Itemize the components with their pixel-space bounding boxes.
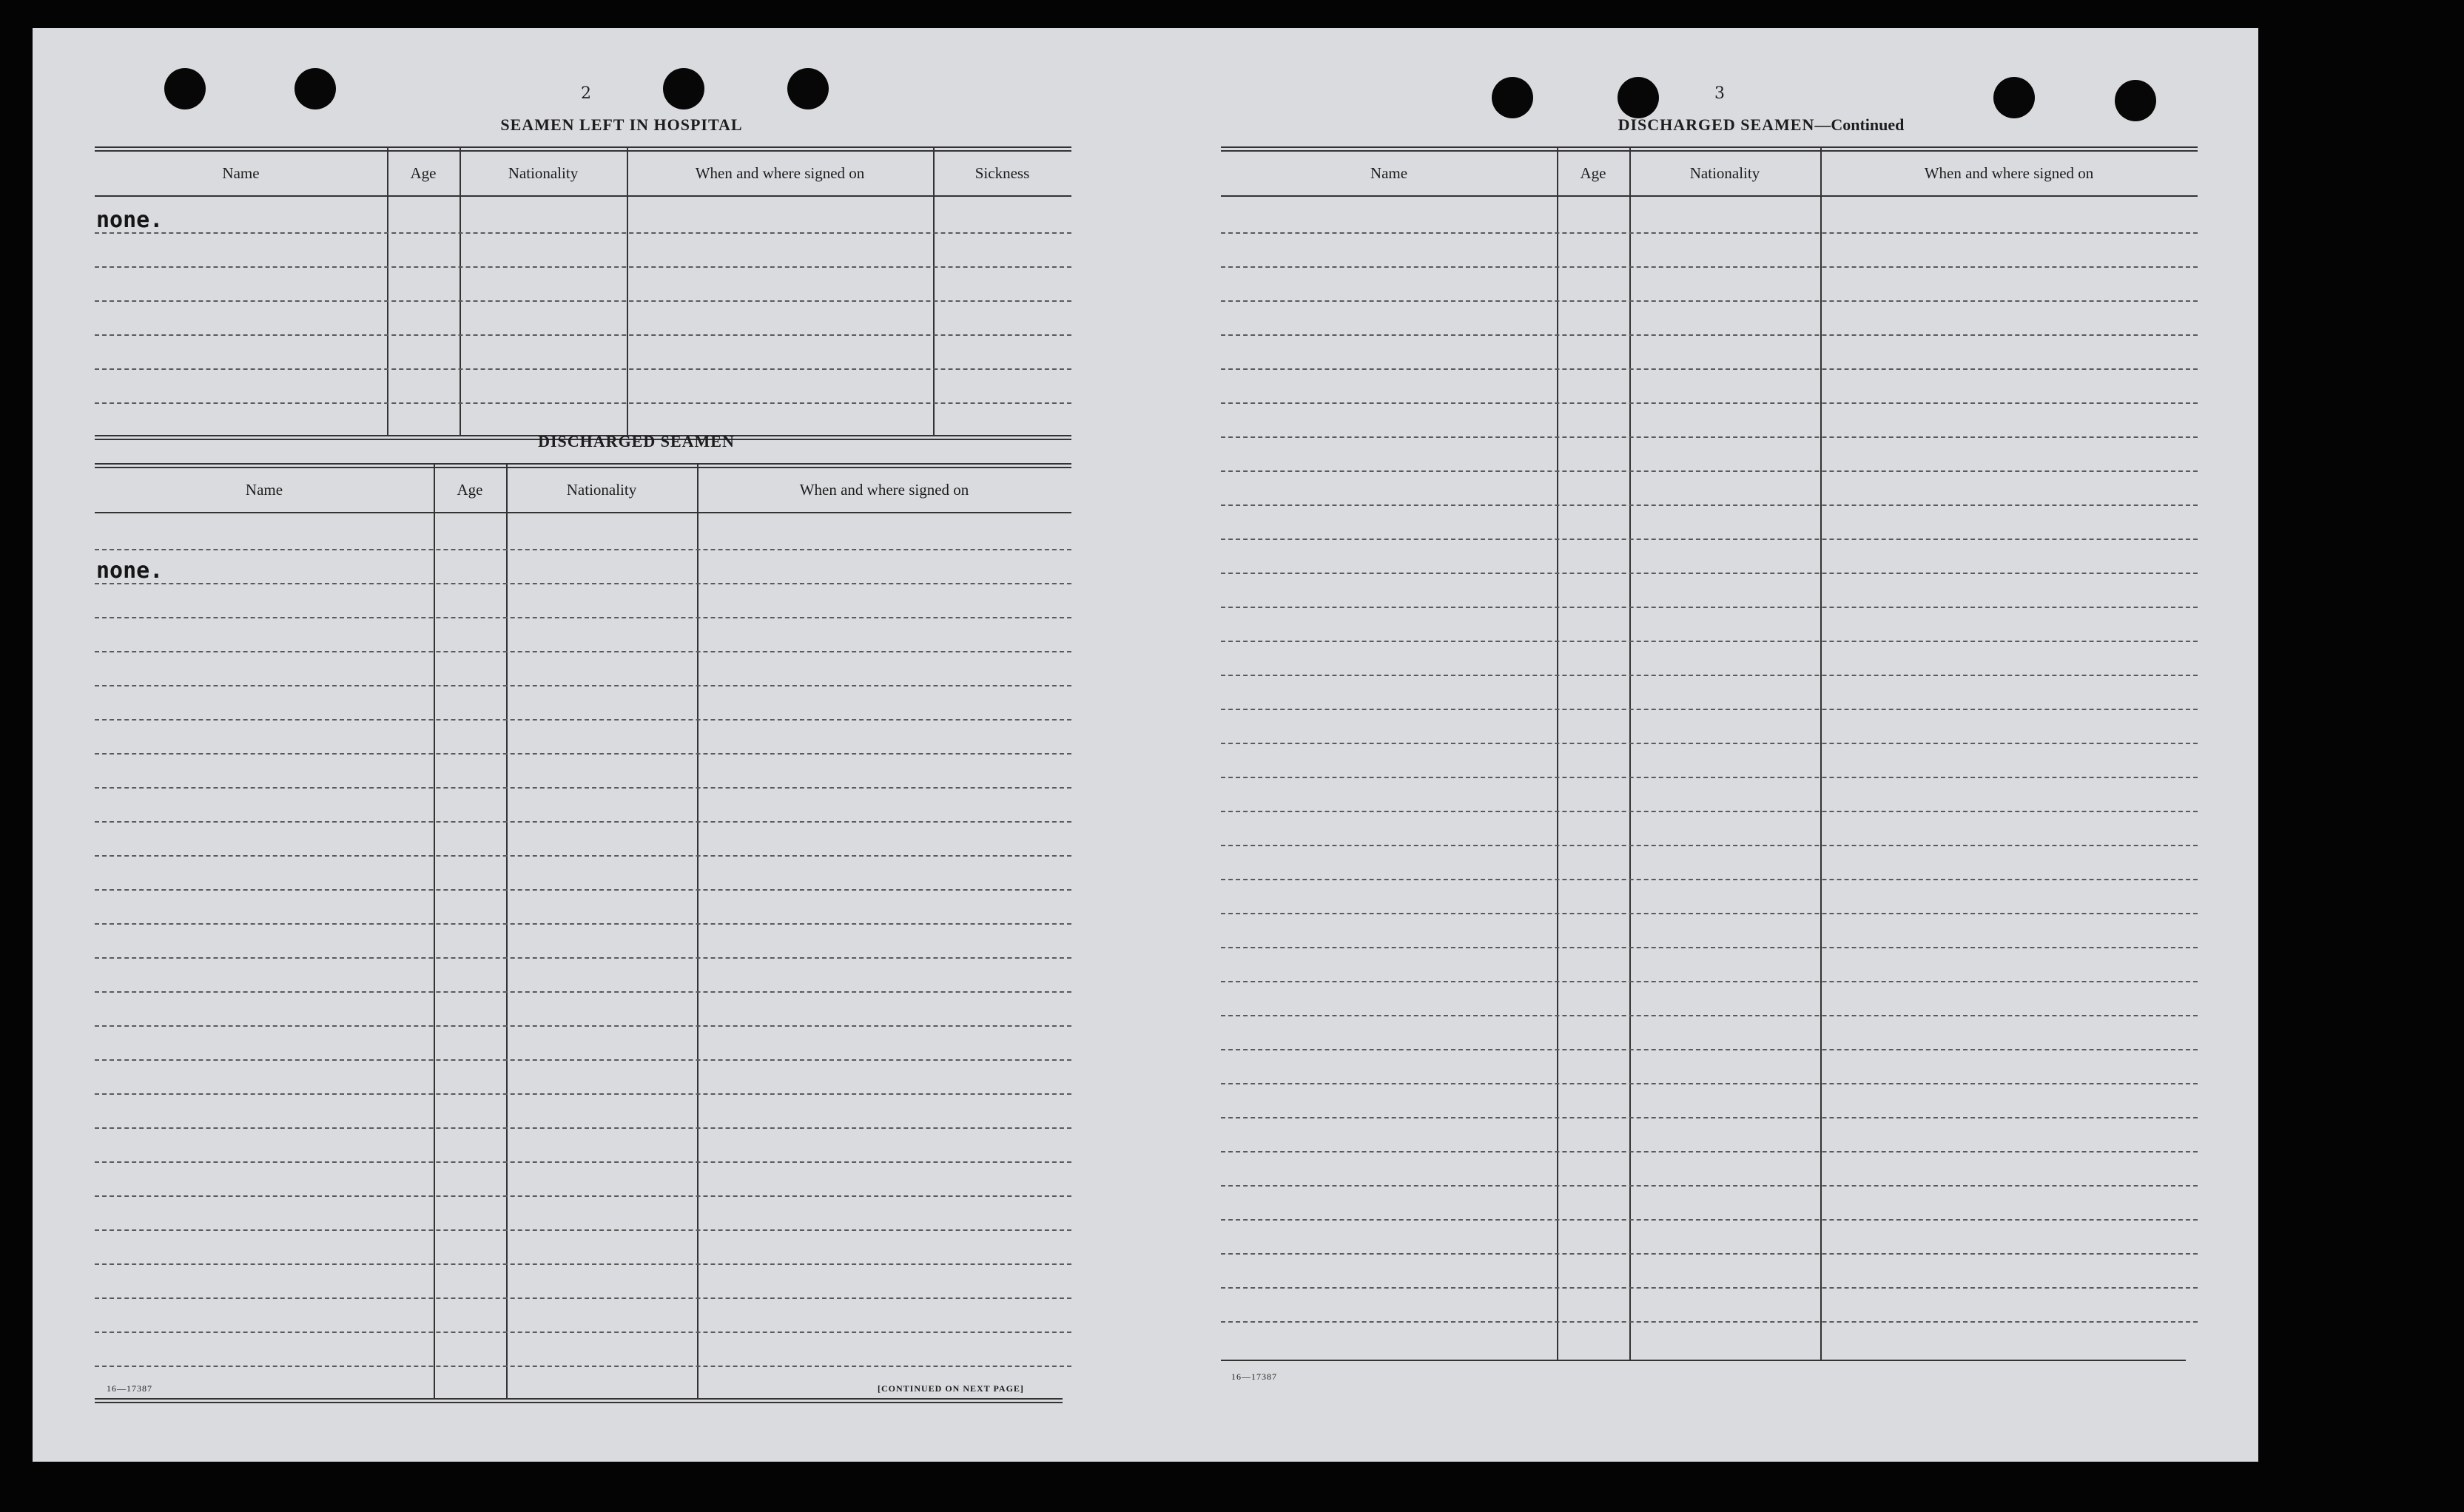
ruled-line [1221, 607, 2198, 608]
right-section-title [1495, 115, 2027, 135]
ruled-line [95, 1229, 1071, 1231]
right-title-main: DISCHARGED SEAMEN [1618, 115, 1815, 134]
ruled-line [95, 855, 1071, 857]
ruled-line [1221, 300, 2198, 302]
punch-hole [2115, 80, 2156, 121]
ruled-line [1221, 402, 2198, 404]
hospital-col-age: Age [410, 164, 437, 182]
ruled-line [95, 1297, 1071, 1299]
right-form-number: 16—17387 [1231, 1371, 1277, 1382]
left-page-number: 2 [581, 84, 591, 103]
ruled-line [95, 617, 1071, 618]
punch-hole [1618, 77, 1659, 118]
ruled-line [1221, 1049, 2198, 1050]
ruled-line [1221, 436, 2198, 438]
ruled-line [95, 583, 1071, 584]
ruled-line [95, 1332, 1071, 1333]
ruled-line [95, 1059, 1071, 1061]
hospital-col-nationality: Nationality [508, 164, 579, 182]
ruled-line [1221, 981, 2198, 982]
punch-hole [663, 68, 704, 109]
punch-hole [294, 68, 336, 109]
ruled-line [1221, 879, 2198, 880]
punch-hole [164, 68, 206, 109]
discharged-entry-name: none. [96, 558, 164, 584]
hospital-col-signed-on: When and where signed on [695, 164, 865, 182]
ruled-line [1221, 266, 2198, 268]
ruled-line [1221, 1151, 2198, 1152]
ruled-line [1221, 1321, 2198, 1323]
ruled-line [95, 651, 1071, 652]
right-title-continued: —Continued [1814, 115, 1905, 134]
ruled-line [95, 719, 1071, 720]
discharged-col-name: Name [245, 481, 283, 499]
ruled-line [1221, 334, 2198, 336]
ruled-line [95, 991, 1071, 993]
ruled-line [1221, 1117, 2198, 1118]
ruled-line [95, 1127, 1071, 1129]
discharged-col-age: Age [457, 481, 483, 499]
manifest-sheet [33, 28, 2258, 1462]
discharged-col-nationality: Nationality [566, 481, 637, 499]
ruled-line [95, 1366, 1071, 1367]
punch-hole [1492, 77, 1533, 118]
ruled-line [1221, 1253, 2198, 1255]
right-col-age: Age [1580, 164, 1606, 182]
discharged-table-right [1221, 146, 2198, 1404]
ruled-line [95, 1025, 1071, 1027]
ruled-line [1221, 743, 2198, 744]
ruled-line [1221, 675, 2198, 676]
ruled-line [95, 821, 1071, 823]
ruled-line [1221, 709, 2198, 710]
ruled-line [1221, 573, 2198, 574]
ruled-line [95, 753, 1071, 755]
ruled-line [95, 957, 1071, 959]
discharged-table-left [95, 463, 1071, 1417]
ruled-line [95, 1093, 1071, 1095]
ruled-line [1221, 777, 2198, 778]
ruled-line [95, 1161, 1071, 1163]
right-col-nationality: Nationality [1689, 164, 1760, 182]
hospital-section-title: SEAMEN LEFT IN HOSPITAL [500, 115, 743, 134]
left-form-number: 16—17387 [107, 1383, 152, 1394]
right-col-signed-on: When and where signed on [1924, 164, 2094, 182]
ruled-line [95, 1195, 1071, 1197]
discharged-col-signed-on: When and where signed on [799, 481, 969, 499]
right-page-number: 3 [1714, 84, 1725, 103]
ruled-line [1221, 232, 2198, 234]
ruled-line [95, 1263, 1071, 1265]
ruled-line [1221, 1287, 2198, 1289]
right-col-name: Name [1370, 164, 1408, 182]
ruled-line [95, 923, 1071, 925]
continued-note: [CONTINUED ON NEXT PAGE] [878, 1383, 1024, 1394]
ruled-line [1221, 1083, 2198, 1084]
ruled-line [95, 685, 1071, 686]
ruled-line [1221, 470, 2198, 472]
ruled-line [95, 787, 1071, 789]
ruled-line [1221, 368, 2198, 370]
ruled-line [1221, 811, 2198, 812]
hospital-entry-name: none. [96, 207, 164, 233]
ruled-line [1221, 1015, 2198, 1016]
hospital-table [95, 146, 1071, 442]
ruled-line [95, 889, 1071, 891]
punch-hole [787, 68, 829, 109]
ruled-line [1221, 1219, 2198, 1221]
discharged-section-title: DISCHARGED SEAMEN [538, 432, 735, 450]
ruled-line [1221, 1185, 2198, 1187]
ruled-line [1221, 539, 2198, 540]
punch-hole [1993, 77, 2035, 118]
ruled-line [1221, 947, 2198, 948]
ruled-line [1221, 504, 2198, 506]
hospital-col-sickness: Sickness [975, 164, 1030, 182]
ruled-line [95, 549, 1071, 550]
hospital-col-name: Name [222, 164, 260, 182]
ruled-line [1221, 641, 2198, 642]
ruled-line [1221, 845, 2198, 846]
ruled-line [1221, 913, 2198, 914]
